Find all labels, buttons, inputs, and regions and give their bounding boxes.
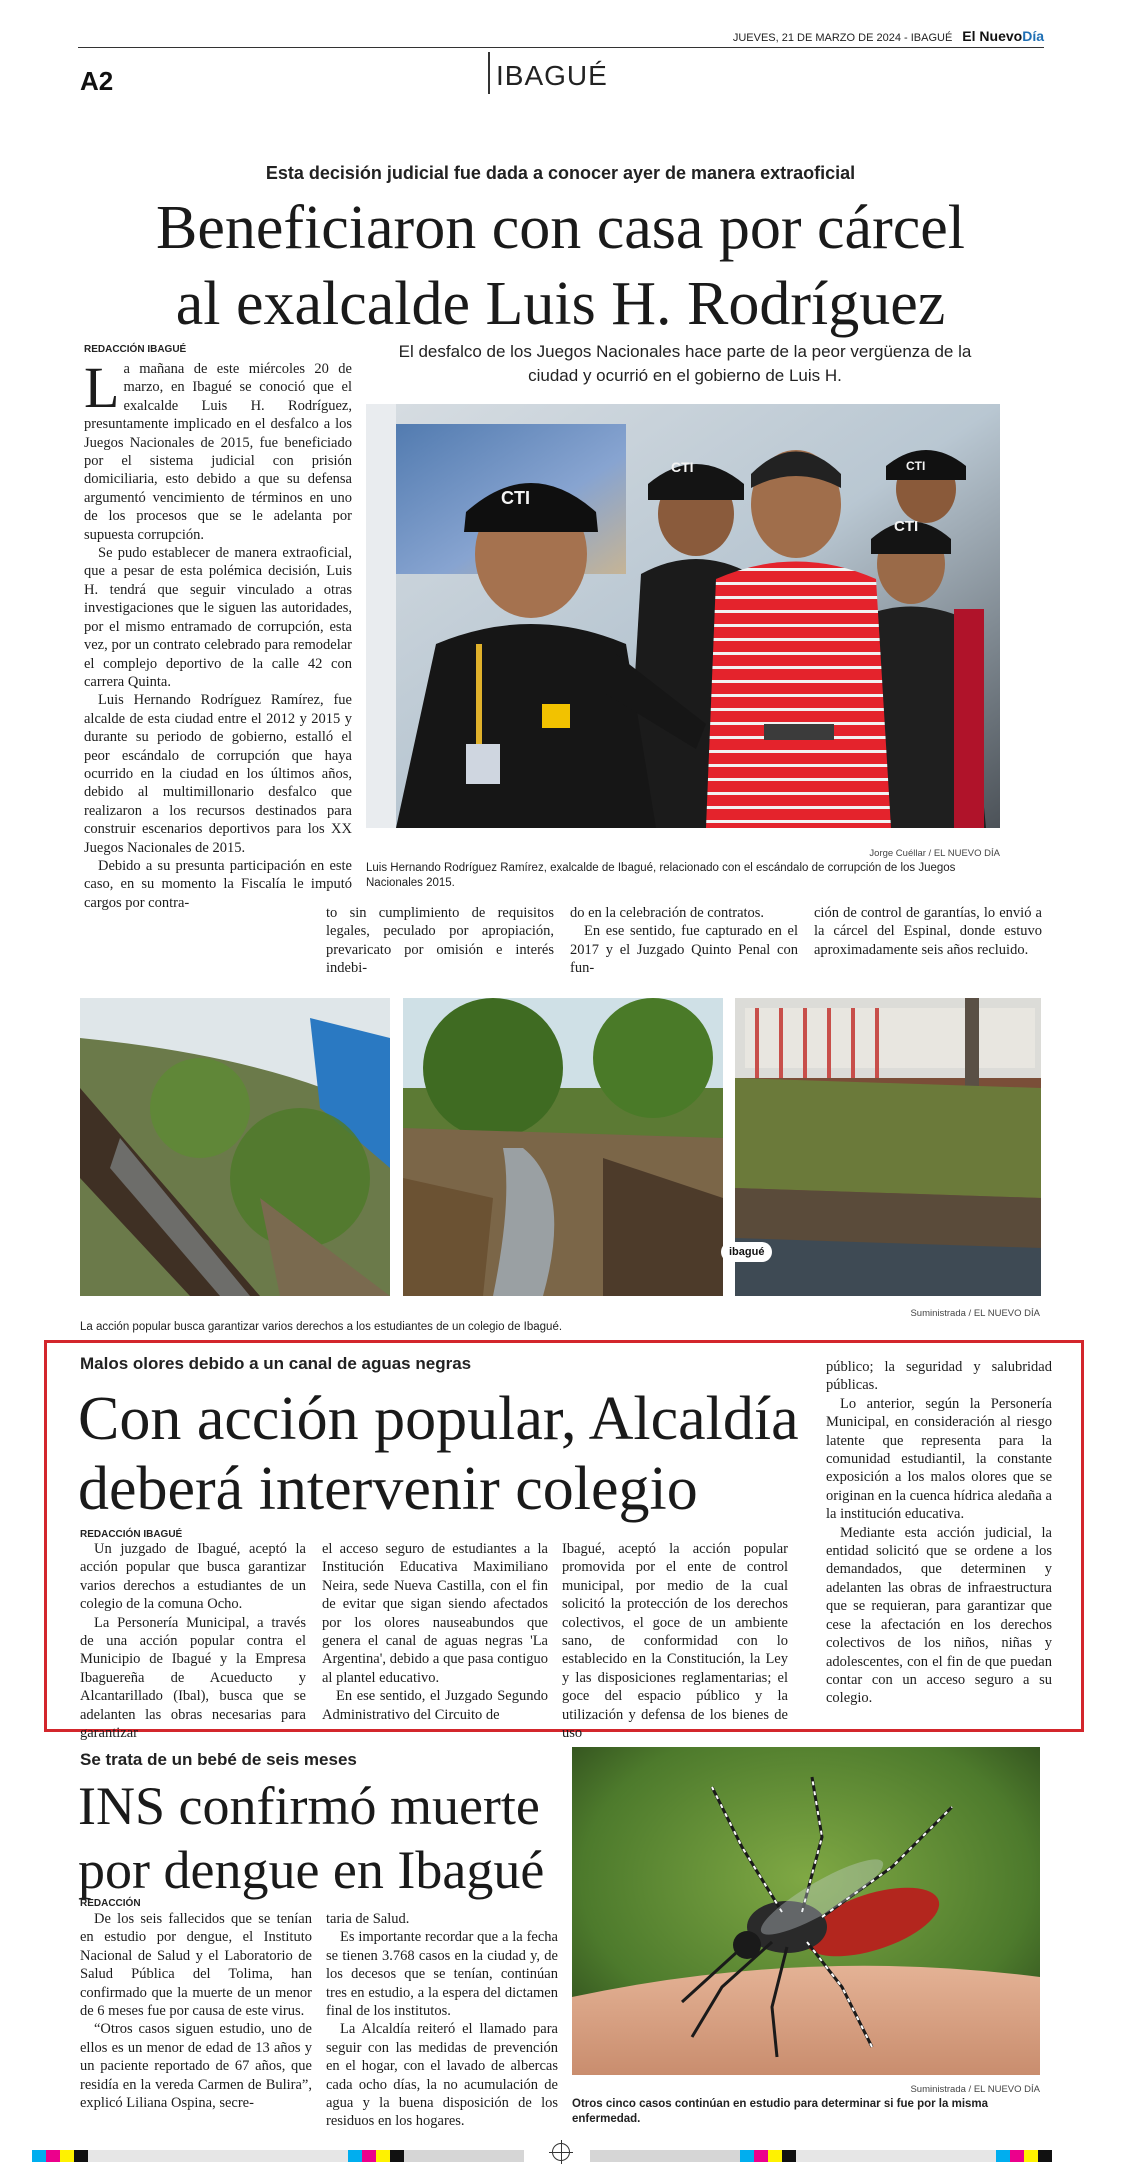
dateline: JUEVES, 21 DE MARZO DE 2024 - IBAGUÉ: [732, 32, 953, 44]
brand-part1: El Nuevo: [962, 28, 1023, 44]
header-rule: [78, 47, 1044, 48]
story1-para-1: [84, 355, 352, 544]
story2-headline: [78, 1384, 818, 1524]
story2-column-1: [80, 1540, 306, 1742]
story3-column-2: [326, 1910, 558, 2131]
story2-kicker: Malos olores debido a un canal de aguas negras: [80, 1354, 472, 1373]
story1-photo: [366, 404, 1000, 828]
story3-column-1: [80, 1910, 312, 2112]
story2-column-3: [562, 1540, 788, 1742]
story3-col2-p3: La Alcaldía reiteró el llamado para seguir con las medidas de prevención en el hogar, con el lavado de albercas cada ocho días, la no acumulación de agua y la buena disposición de los residuos en los hogares.: [326, 2021, 558, 2130]
story1-photo-caption: Luis Hernando Rodríguez Ramírez, exalcalde de Ibagué, relacionado con el escándalo de corrupción de los Juegos Nacionales 2015.: [366, 862, 956, 889]
story1-col3-p2: En ese sentido, fue capturado en el 2017 y el Juzgado Quinto Penal con fun-: [570, 923, 798, 977]
story1-para-4: Debido a su presunta participación en este caso, en su momento la Fiscalía le imputó cargos por contra-: [84, 857, 352, 911]
story2-col4-p1: público; la seguridad y salubridad públicas.: [826, 1359, 1052, 1394]
section-divider: [488, 52, 490, 94]
story3-photo-caption: Otros cinco casos continúan en estudio para determinar si fue por la misma enfermedad.: [572, 2098, 989, 2125]
canal-photo-3: [729, 998, 1041, 1296]
story1-headline: [0, 190, 1121, 342]
color-bar-left: [32, 2150, 524, 2162]
story1-col2-text: to sin cumplimiento de requisitos legales, peculado por apropiación, prevaricato por omisión e interés indebi-: [326, 905, 554, 977]
story1-column-4: [814, 904, 1042, 959]
page-number: A2: [80, 66, 114, 96]
registration-mark-icon: [552, 2143, 570, 2161]
canal-photo-1: [80, 998, 390, 1296]
story2-col4-p2: Lo anterior, según la Personería Municipal, en consideración al riesgo latente que representa para la comunidad estudiantil, la constante exposición a los malos olores que se originan en la cuenca hídrica aledaña a la institución educativa.: [826, 1395, 1052, 1523]
story2-column-2: [322, 1540, 548, 1724]
story2-col2-p2: En ese sentido, el Juzgado Segundo Administrativo del Circuito de: [322, 1688, 548, 1723]
header-dateline-group: [733, 28, 1044, 44]
story2-photo-credit: Suministrada / EL NUEVO DÍA: [910, 1308, 1040, 1319]
story2-col1-p2: La Personería Municipal, a través de una acción popular contra el Municipio de Ibagué y la Empresa Ibaguereña de Acueducto y Alcantarillado (Ibal), busca que se adelanten las obras necesarias para garantizar: [80, 1614, 306, 1742]
story1-para-3: Luis Hernando Rodríguez Ramírez, fue alcalde de esta ciudad entre el 2012 y 2015 y durante su periodo de gobierno, estalló el peor escándalo de corrupción que haya ocurrido en la ciudad en los últimos años, debido al multimillonario desfalco que realizaron a los recursos destinados para construir escenarios deportivos para los XX Juegos Nacionales de 2015.: [84, 692, 352, 856]
watermark-ibague: ibagué: [721, 1242, 772, 1262]
story1-column-2: [326, 904, 554, 978]
story3-col1-p2: “Otros casos siguen estudio, uno de ellos es un menor de edad de 13 años y un paciente reportado de 67 años, que residía en la vereda Carmen de Bulira”, explicó Liliana Ospina, secre-: [80, 2021, 312, 2112]
story3-headline-line1: INS confirmó muerte: [78, 1776, 540, 1836]
story1-para-2: Se pudo establecer de manera extraoficial, que a pesar de esta polémica decisión, Luis H. tendrá que seguir vinculado a otras investigaciones que le siguen las autoridades, por el mismo entramado de corrupción, esta vez, por un contrato celebrado para remodelar el complejo deportivo de la calle 42 con carrera Quinta.: [84, 545, 352, 690]
story1-byline: REDACCIÓN IBAGUÉ: [84, 344, 187, 355]
story1-deck: El desfalco de los Juegos Nacionales hace parte de la peor vergüenza de la ciudad y ocurrió en el gobierno de Luis H.: [398, 342, 972, 385]
story2-column-4: [826, 1358, 1052, 1708]
brand-part2: Día: [1022, 28, 1044, 44]
story2-byline: REDACCIÓN IBAGUÉ: [80, 1529, 183, 1540]
story3-byline: REDACCIÓN: [80, 1898, 141, 1909]
mosquito-photo: [572, 1747, 1040, 2075]
cap-label-4: CTI: [906, 459, 926, 473]
story3-headline-line2: por dengue en Ibagué: [78, 1840, 545, 1900]
story2-headline-line2: deberá intervenir colegio: [78, 1455, 698, 1523]
story2-col1-p1: Un juzgado de Ibagué, aceptó la acción popular que busca garantizar varios derechos a estudiantes de un colegio de la comuna Ocho.: [80, 1541, 306, 1613]
cap-label-3: CTI: [894, 518, 919, 535]
cap-label-2: CTI: [671, 459, 694, 475]
story2-col2-p1: el acceso seguro de estudiantes a la Institución Educativa Maximiliano Neira, sede Nueva Castilla, con el fin de evitar que sigan siendo afectados por los olores nauseabundos que genera el canal de aguas negras 'La Argentina', debido a que pasa contiguo al plantel educativo.: [322, 1541, 548, 1686]
story1-photo-credit: Jorge Cuéllar / EL NUEVO DÍA: [869, 848, 1000, 859]
story3-col2-p2: Es importante recordar que a la fecha se tienen 3.768 casos en la ciudad y, de los decesos que se tenían, continúan tres en estudio, a la espera del dictamen final de los institutos.: [326, 1929, 558, 2020]
story1-dropcap: L: [84, 355, 120, 420]
story3-photo-credit: Suministrada / EL NUEVO DÍA: [910, 2084, 1040, 2095]
story1-headline-line1: Beneficiaron con casa por cárcel: [156, 194, 965, 262]
canal-photo-2: [403, 998, 723, 1296]
story1-column-1: [84, 355, 352, 912]
story2-headline-line1: Con acción popular, Alcaldía: [78, 1385, 799, 1453]
story3-col1-p1: De los seis fallecidos que se tenían en estudio por dengue, el Instituto Nacional de Salud y el Laboratorio de Salud Pública del Tolima, han confirmado que la muerte de un menor de 6 meses fue por causa de este virus.: [80, 1911, 312, 2020]
story1-para-1-text: a mañana de este miércoles 20 de marzo, en Ibagué se conoció que el exalcalde Luis H. Rodríguez, presuntamente implicado en el desfalco a los Juegos Nacionales de 2015, fue beneficiado por el sistema judicial con prisión domiciliaria, esto debido a que su defensa argumentó vencimiento de términos en uno de los procesos que se le adelanta por supuesta corrupción.: [84, 361, 352, 543]
story1-kicker: Esta decisión judicial fue dada a conocer ayer de manera extraoficial: [265, 163, 856, 183]
story1-col4-text: ción de control de garantías, lo envió a la cárcel del Espinal, donde estuvo aproximadamente seis años recluido.: [814, 905, 1042, 958]
story1-headline-line2: al exalcalde Luis H. Rodríguez: [175, 270, 946, 338]
story3-headline: [78, 1774, 578, 1902]
color-bar-right: [590, 2150, 1052, 2162]
brand-logo: [962, 28, 1044, 44]
story1-column-3: [570, 904, 798, 978]
story3-kicker: Se trata de un bebé de seis meses: [80, 1750, 357, 1769]
story1-col3-p1: do en la celebración de contratos.: [570, 905, 765, 921]
story2-col3-text: Ibagué, aceptó la acción popular promovida por el ente de control municipal, por medio de la cual solicitó la protección de los derechos colectivos, el goce de un ambiente sano, de conformidad con lo establecido en la Constitución, la Ley y las disposiciones reglamentarias; el goce del espacio público y la utilización y defensa de los bienes de uso: [562, 1541, 788, 1742]
cap-label-1: CTI: [501, 488, 530, 508]
story3-col2-p1: taria de Salud.: [326, 1911, 410, 1927]
story2-col4-p3: Mediante esta acción judicial, la entidad solicitó que se ordene a los demandados, que determinen y adelanten las obras de infraestructura que se requieran, para garantizar que cese la afectación en los derechos colectivos de los niños, niñas y adolescentes, con el fin de que puedan contar con un acceso seguro a su colegio.: [826, 1524, 1052, 1707]
story2-photo-caption: La acción popular busca garantizar varios derechos a los estudiantes de un colegio de Ibagué.: [80, 1321, 563, 1333]
section-title: IBAGUÉ: [496, 60, 608, 91]
